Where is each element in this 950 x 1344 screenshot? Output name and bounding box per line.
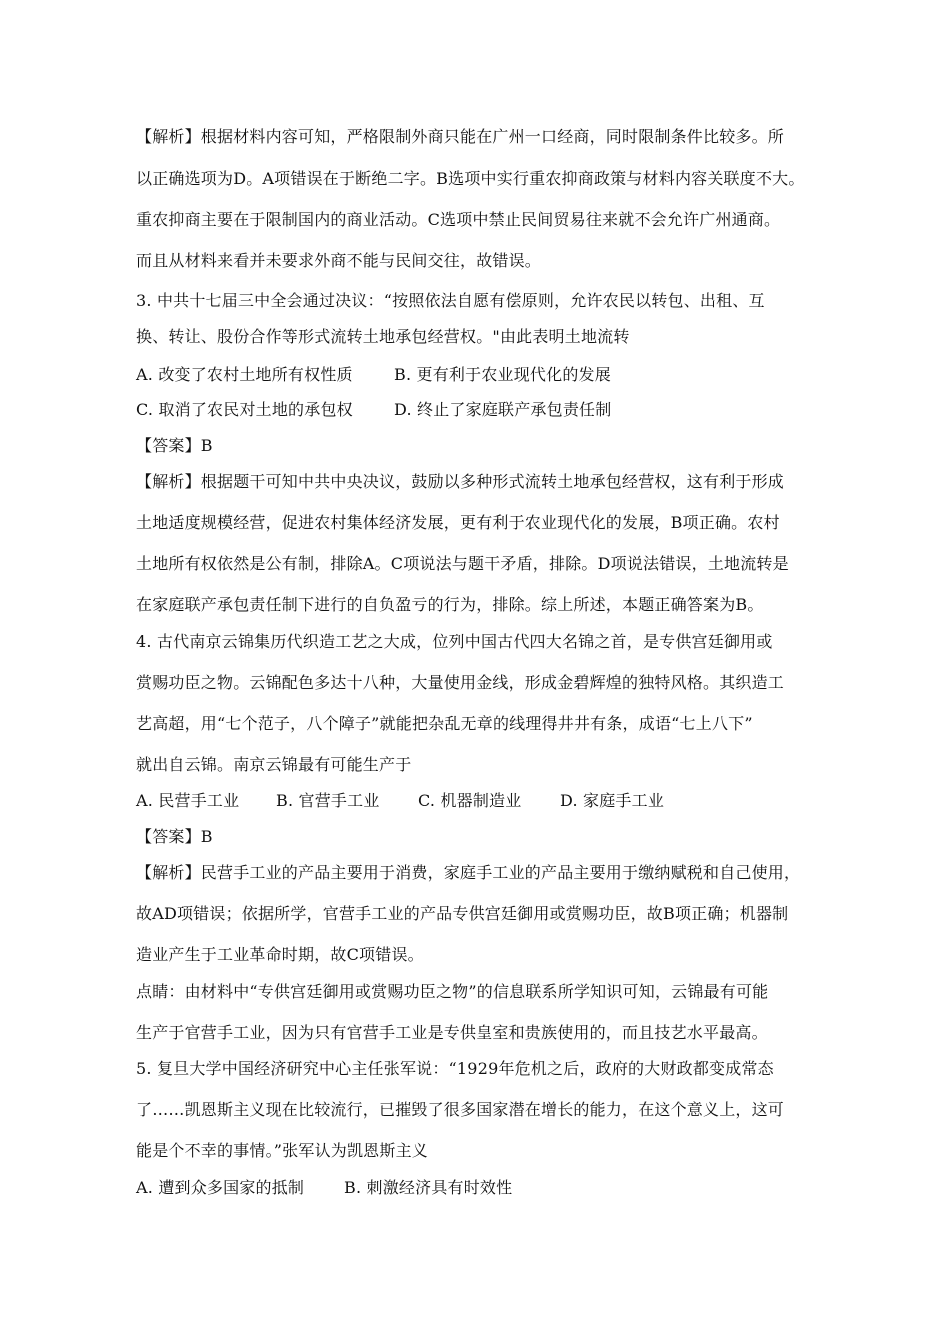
q4-tip-line-2: 生产于官营手工业，因为只有官营手工业是专供皇室和贵族使用的，而且技艺水平最高。: [136, 1023, 768, 1042]
q3-options-row-2: [136, 399, 840, 421]
q3-option-b: B. 更有利于农业现代化的发展: [394, 365, 611, 384]
q2-analysis-line-4: 而且从材料来看并未要求外商不能与民间交往，故错误。: [136, 251, 542, 270]
q2-analysis-line-1: 【解析】根据材料内容可知，严格限制外商只能在广州一口经商，同时限制条件比较多。所: [136, 127, 785, 146]
q3-option-c: C. 取消了农民对土地的承包权: [136, 400, 353, 419]
q5-options-row: [136, 1177, 840, 1199]
q3-analysis-line-1: 【解析】根据题干可知中共中央决议，鼓励以多种形式流转土地承包经营权，这有利于形成: [136, 472, 785, 491]
q3-option-a: A. 改变了农村土地所有权性质: [136, 365, 353, 384]
q5-stem-line-1: 5. 复旦大学中国经济研究中心主任张军说：“1929年危机之后，政府的大财政都变成常态: [136, 1059, 774, 1078]
q3-analysis-line-2: 土地适度规模经营，促进农村集体经济发展，更有利于农业现代化的发展，B项正确。农村: [136, 513, 780, 532]
q3-analysis-line-3: 土地所有权依然是公有制，排除A。C项说法与题干矛盾，排除。D项说法错误，土地流转是: [136, 554, 789, 573]
q3-options-row-1: [136, 364, 840, 386]
q5-option-a: A. 遭到众多国家的抵制: [136, 1178, 305, 1197]
q4-stem-line-4: 就出自云锦。南京云锦最有可能生产于: [136, 755, 412, 774]
q4-stem-line-3: 艺高超，用“七个范子，八个障子”就能把杂乱无章的线理得井井有条，成语“七上八下”: [136, 714, 753, 733]
q3-stem-line-2: 换、转让、股份合作等形式流转土地承包经营权。"由此表明土地流转: [136, 327, 630, 346]
q4-stem-line-2: 赏赐功臣之物。云锦配色多达十八种，大量使用金线，形成金碧辉煌的独特风格。其织造工: [136, 673, 785, 692]
q4-options-row: [136, 790, 840, 812]
q4-analysis-line-3: 造业产生于工业革命时期，故C项错误。: [136, 945, 424, 964]
q4-answer: 【答案】B: [136, 827, 213, 846]
q3-option-d: D. 终止了家庭联产承包责任制: [394, 400, 612, 419]
q4-option-c: C. 机器制造业: [418, 791, 522, 810]
q4-stem-line-1: 4. 古代南京云锦集历代织造工艺之大成，位列中国古代四大名锦之首，是专供宫廷御用或: [136, 632, 773, 651]
q3-answer: 【答案】B: [136, 436, 213, 455]
q4-option-a: A. 民营手工业: [136, 791, 240, 810]
q2-analysis-line-2: 以正确选项为D。A项错误在于断绝二字。B选项中实行重农抑商政策与材料内容关联度不大。: [136, 169, 805, 188]
q3-analysis-line-4: 在家庭联产承包责任制下进行的自负盈亏的行为，排除。综上所述，本题正确答案为B。: [136, 595, 764, 614]
q5-option-b: B. 刺激经济具有时效性: [344, 1178, 513, 1197]
q2-analysis-line-3: 重农抑商主要在于限制国内的商业活动。C选项中禁止民间贸易往来就不会允许广州通商。: [136, 210, 781, 229]
q4-option-d: D. 家庭手工业: [560, 791, 665, 810]
q4-tip-line-1: 点睛：由材料中“专供宫廷御用或赏赐功臣之物”的信息联系所学知识可知，云锦最有可能: [136, 982, 769, 1001]
q3-stem-line-1: 3. 中共十七届三中全会通过决议：“按照依法自愿有偿原则，允许农民以转包、出租、互: [136, 291, 765, 310]
q4-option-b: B. 官营手工业: [276, 791, 380, 810]
q4-analysis-line-2: 故AD项错误；依据所学，官营手工业的产品专供宫廷御用或赏赐功臣，故B项正确；机器制: [136, 904, 789, 923]
q5-stem-line-2: 了……凯恩斯主义现在比较流行，已摧毁了很多国家潜在增长的能力，在这个意义上，这可: [136, 1100, 785, 1119]
q4-analysis-line-1: 【解析】民营手工业的产品主要用于消费，家庭手工业的产品主要用于缴纳赋税和自己使用，: [136, 863, 801, 882]
q5-stem-line-3: 能是个不幸的事情。”张军认为凯恩斯主义: [136, 1141, 428, 1160]
